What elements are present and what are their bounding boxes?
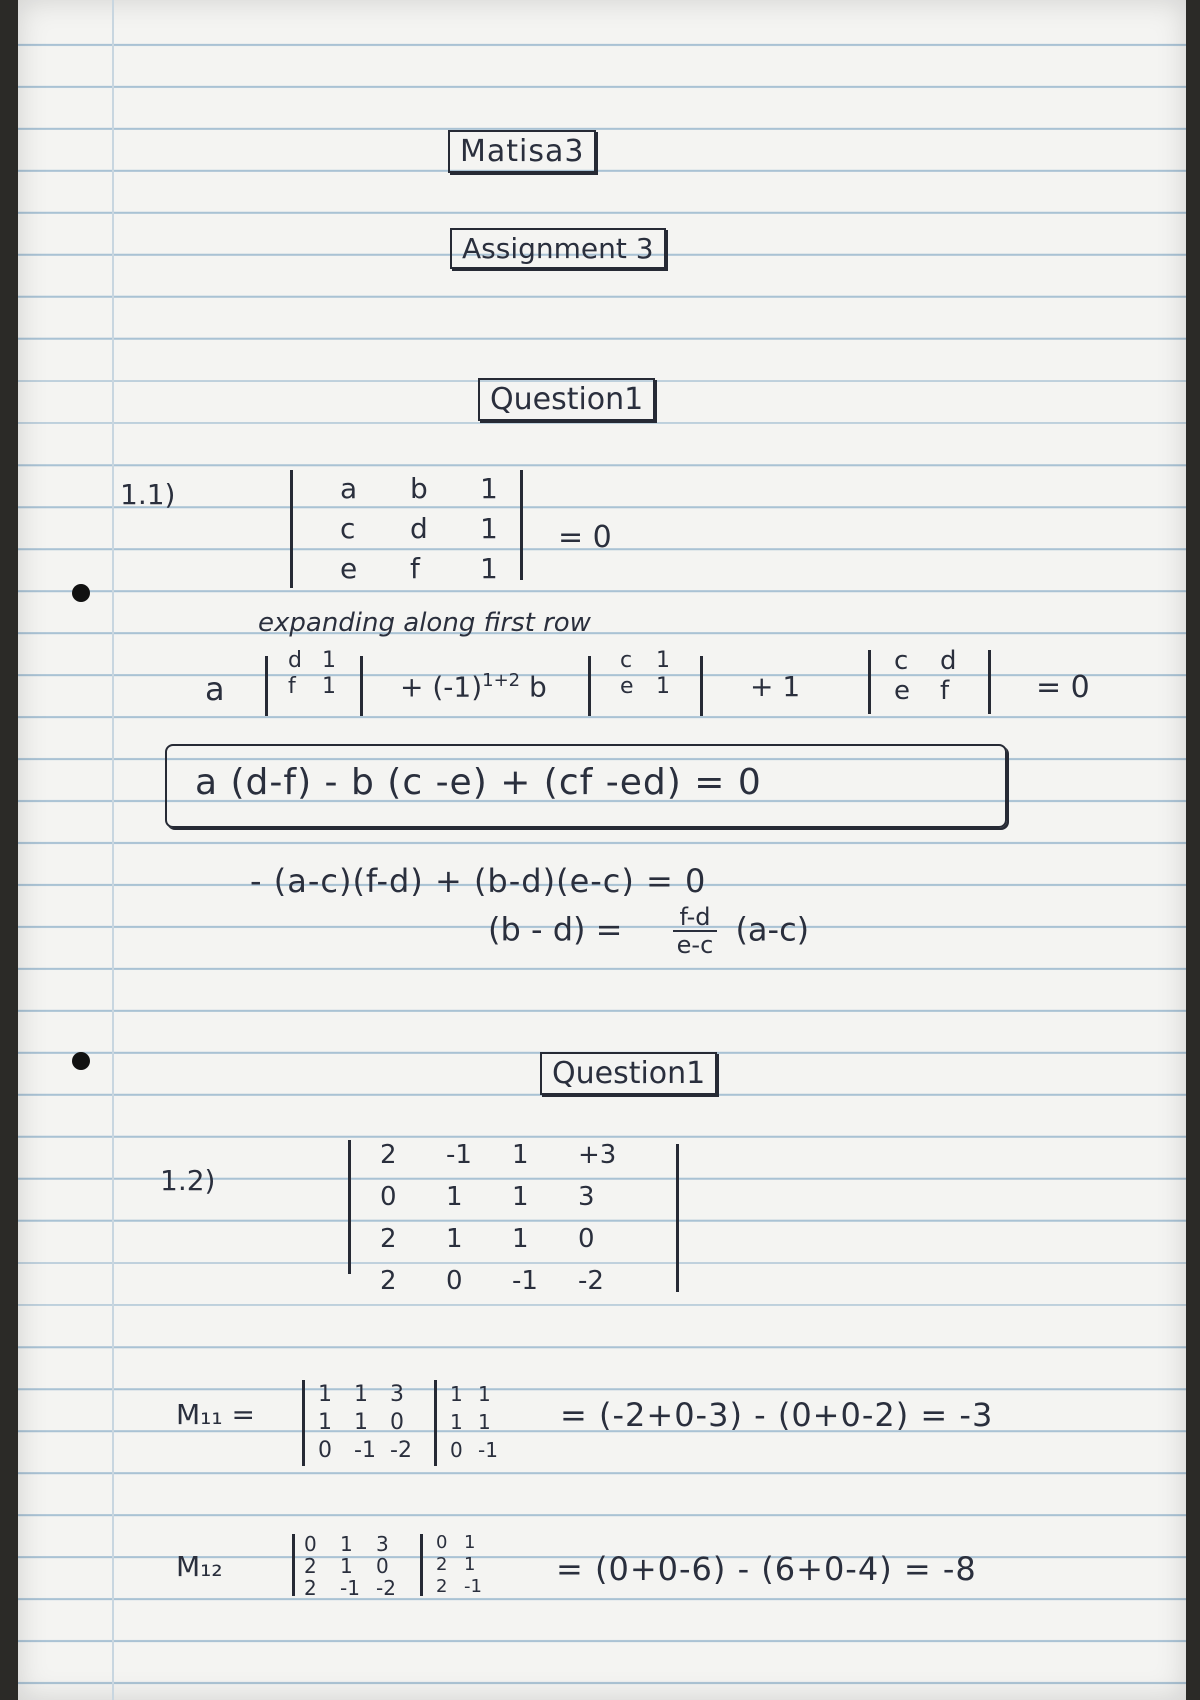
matrix-cell: +3 — [578, 1140, 617, 1170]
punch-hole-top — [72, 584, 90, 602]
equals-zero: = 0 — [558, 520, 612, 555]
matrix-cell: 2 — [304, 1576, 317, 1600]
minor3-bar-right — [988, 650, 991, 714]
matrix-cell: 0 — [380, 1182, 397, 1212]
step-2: - (a-c)(f-d) + (b-d)(e-c) = 0 — [250, 862, 707, 900]
matrix-cell: -1 — [478, 1438, 498, 1462]
matrix-cell: -1 — [354, 1438, 376, 1463]
matrix-cell: c — [340, 512, 356, 545]
determinant-bar-left — [290, 470, 293, 588]
matrix-4x4-bar-right — [676, 1144, 679, 1292]
matrix-cell: b — [410, 472, 428, 505]
matrix-cell: 3 — [390, 1382, 404, 1407]
minor1-bar-right — [360, 656, 363, 716]
matrix-cell: 1 — [512, 1182, 529, 1212]
m12-bar-left — [292, 1534, 295, 1596]
matrix-cell: 0 — [450, 1438, 463, 1462]
matrix-cell: c — [620, 648, 633, 673]
matrix-cell: 0 — [304, 1532, 317, 1556]
matrix-cell: f — [410, 552, 420, 585]
coef-b: b — [529, 670, 547, 704]
matrix-cell: -1 — [512, 1266, 538, 1296]
matrix-cell: -1 — [446, 1140, 472, 1170]
m11-result: = (-2+0-3) - (0+0-2) = -3 — [560, 1396, 994, 1434]
matrix-cell: 1 — [318, 1382, 332, 1407]
matrix-cell: c — [894, 646, 909, 676]
punch-hole-middle — [72, 1052, 90, 1070]
matrix-cell: 1 — [464, 1554, 476, 1575]
matrix-cell: f — [940, 676, 950, 706]
matrix-cell: 2 — [436, 1554, 448, 1575]
fraction-denominator: e-c — [676, 931, 714, 960]
m12-result: = (0+0-6) - (6+0-4) = -8 — [556, 1550, 977, 1588]
matrix-cell: -1 — [340, 1576, 360, 1600]
cofactor-sign-text: + (-1) — [400, 670, 483, 704]
margin-line — [112, 0, 114, 1700]
matrix-cell: 1 — [322, 674, 336, 699]
matrix-cell: 0 — [318, 1438, 332, 1463]
matrix-cell: 2 — [380, 1140, 397, 1170]
matrix-cell: e — [340, 552, 358, 585]
minor2-bar-left — [588, 656, 591, 716]
matrix-cell: d — [288, 648, 302, 673]
matrix-cell: 1 — [446, 1182, 463, 1212]
matrix-cell: 1 — [450, 1410, 463, 1434]
matrix-cell: 1 — [480, 512, 498, 545]
matrix-cell: 1 — [480, 552, 498, 585]
matrix-cell: -1 — [464, 1576, 482, 1597]
m12-bar-mid — [420, 1534, 423, 1596]
m11-bar-left — [302, 1380, 305, 1466]
matrix-cell: 2 — [436, 1576, 448, 1597]
matrix-cell: d — [940, 646, 957, 676]
matrix-cell: d — [410, 512, 428, 545]
expansion-note: expanding along first row — [258, 608, 591, 638]
minor3-bar-left — [868, 650, 871, 714]
minor1-bar-left — [265, 656, 268, 716]
matrix-cell: 1 — [446, 1224, 463, 1254]
fraction-numerator: f-d — [673, 904, 718, 932]
matrix-cell: 1 — [478, 1382, 491, 1406]
course-title: Matisa3 — [448, 130, 596, 173]
matrix-cell: 2 — [380, 1266, 397, 1296]
matrix-cell: 0 — [390, 1410, 404, 1435]
matrix-cell: 1 — [478, 1410, 491, 1434]
matrix-cell: 2 — [304, 1554, 317, 1578]
matrix-cell: a — [340, 472, 358, 505]
matrix-cell: 1 — [322, 648, 336, 673]
question-label-1-2: 1.2) — [160, 1164, 216, 1197]
matrix-cell: -2 — [390, 1438, 412, 1463]
cofactor-exponent: 1+2 — [482, 670, 521, 691]
matrix-cell: 2 — [380, 1224, 397, 1254]
matrix-cell: 1 — [480, 472, 498, 505]
step-3-rhs: (a-c) — [735, 910, 810, 949]
m11-label: M₁₁ = — [176, 1398, 255, 1431]
matrix-cell: 1 — [656, 648, 670, 673]
matrix-cell: 1 — [340, 1554, 353, 1578]
matrix-cell: 0 — [446, 1266, 463, 1296]
matrix-cell: e — [894, 676, 910, 706]
matrix-cell: 1 — [340, 1532, 353, 1556]
matrix-cell: 0 — [376, 1554, 389, 1578]
step-3-fraction — [673, 904, 718, 959]
matrix-cell: -2 — [376, 1576, 396, 1600]
matrix-cell: -2 — [578, 1266, 604, 1296]
boxed-result: a (d-f) - b (c -e) + (cf -ed) = 0 — [195, 762, 762, 803]
cofactor-sign — [400, 670, 547, 703]
question-heading-1: Question1 — [478, 378, 655, 421]
step-3 — [488, 904, 809, 959]
minor2-bar-right — [700, 656, 703, 716]
matrix-cell: 1 — [512, 1140, 529, 1170]
matrix-cell: f — [288, 674, 296, 699]
matrix-cell: 1 — [464, 1532, 476, 1553]
matrix-cell: 1 — [450, 1382, 463, 1406]
matrix-cell: 1 — [318, 1410, 332, 1435]
question-heading-2: Question1 — [540, 1052, 717, 1095]
m11-bar-mid — [434, 1380, 437, 1466]
matrix-cell: 1 — [354, 1382, 368, 1407]
plus-one: + 1 — [750, 670, 801, 703]
step-3-lhs: (b - d) = — [488, 910, 623, 949]
question-label-1-1: 1.1) — [120, 478, 176, 511]
expansion-equals: = 0 — [1036, 670, 1090, 705]
matrix-cell: 3 — [578, 1182, 595, 1212]
m12-label: M₁₂ — [176, 1550, 223, 1583]
matrix-cell: 1 — [354, 1410, 368, 1435]
matrix-cell: e — [620, 674, 634, 699]
matrix-cell: 1 — [656, 674, 670, 699]
matrix-cell: 0 — [578, 1224, 595, 1254]
coef-a: a — [205, 670, 225, 708]
determinant-bar-right — [520, 470, 523, 580]
assignment-title: Assignment 3 — [450, 228, 666, 269]
matrix-cell: 0 — [436, 1532, 448, 1553]
matrix-cell: 1 — [512, 1224, 529, 1254]
matrix-4x4-bar-left — [348, 1140, 351, 1274]
matrix-cell: 3 — [376, 1532, 389, 1556]
